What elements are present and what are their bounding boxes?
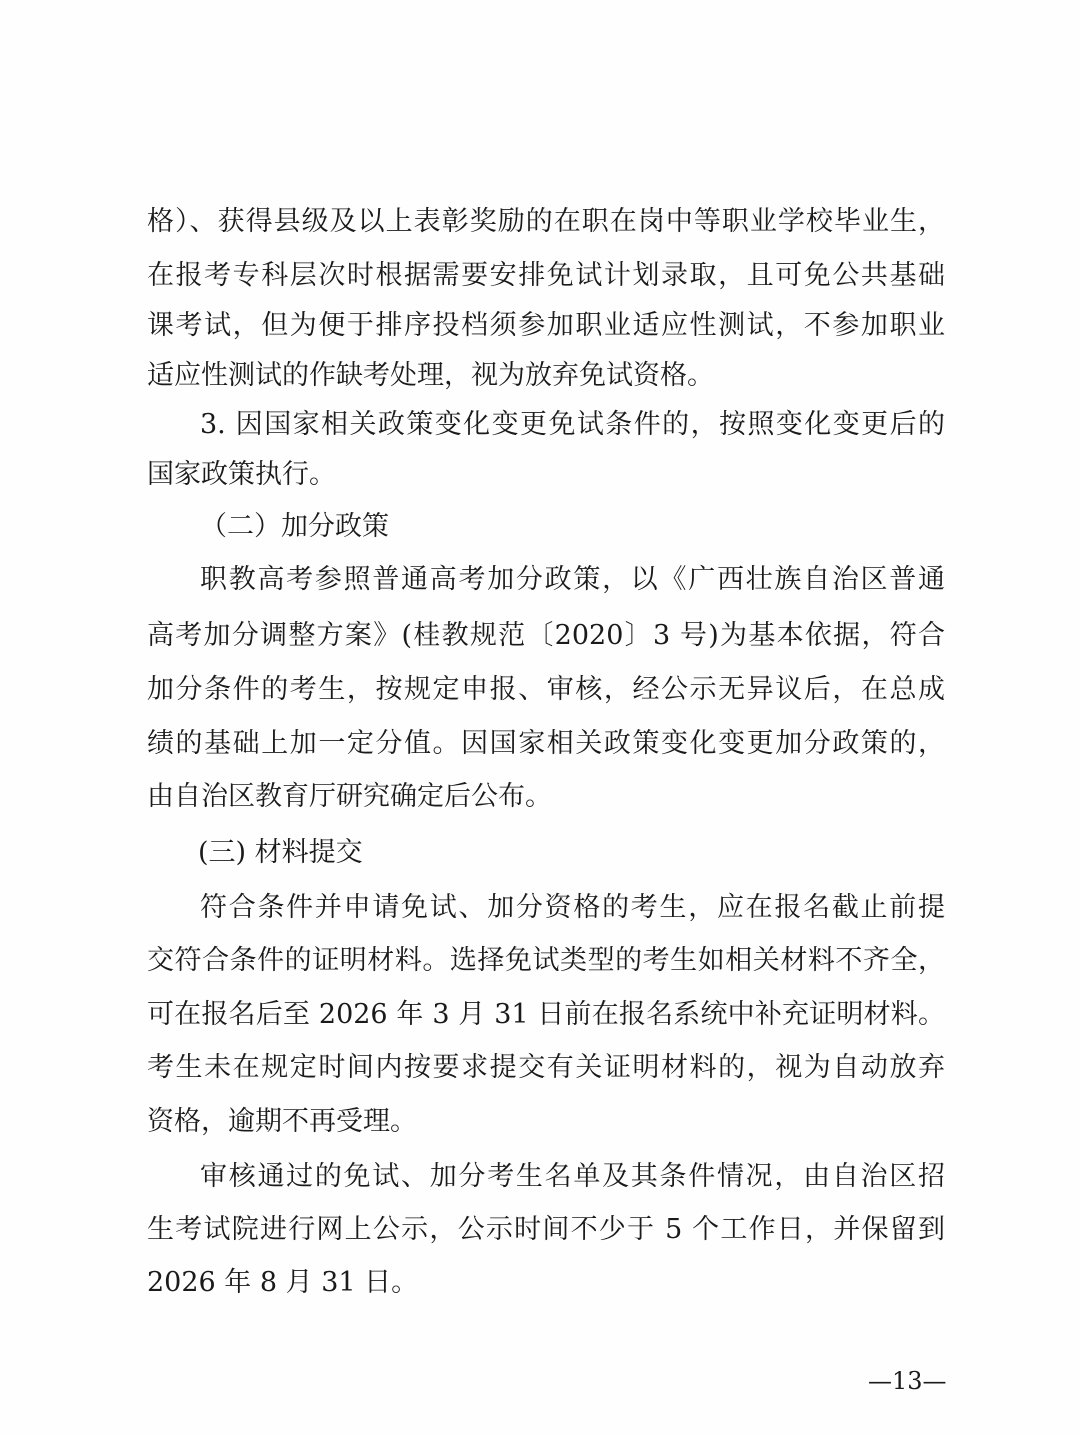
paragraph-line: 由自治区教育厅研究确定后公布。 bbox=[147, 781, 552, 812]
paragraph-line: 生考试院进行网上公示，公示时间不少于 5 个工作日，并保留到 bbox=[147, 1214, 945, 1245]
paragraph-line: 职教高考参照普通高考加分政策，以《广西壮族自治区普通 bbox=[200, 564, 945, 595]
paragraph-line: 3. 因国家相关政策变化变更免试条件的，按照变化变更后的 bbox=[200, 409, 945, 440]
paragraph-line: 考生未在规定时间内按要求提交有关证明材料的，视为自动放弃 bbox=[147, 1052, 945, 1083]
paragraph-line: 适应性测试的作缺考处理，视为放弃免试资格。 bbox=[147, 360, 714, 391]
paragraph-line: 资格，逾期不再受理。 bbox=[147, 1106, 417, 1137]
paragraph-line: 符合条件并申请免试、加分资格的考生，应在报名截止前提 bbox=[200, 892, 945, 923]
paragraph-line: 可在报名后至 2026 年 3 月 31 日前在报名系统中补充证明材料。 bbox=[147, 999, 945, 1030]
paragraph-line: 格）、获得县级及以上表彰奖励的在职在岗中等职业学校毕业生， bbox=[147, 206, 945, 237]
page-number: —13— bbox=[868, 1367, 947, 1395]
paragraph-line: 在报考专科层次时根据需要安排免试计划录取，且可免公共基础 bbox=[147, 260, 945, 291]
paragraph-line: 审核通过的免试、加分考生名单及其条件情况，由自治区招 bbox=[200, 1161, 945, 1192]
paragraph-line: 国家政策执行。 bbox=[147, 459, 336, 490]
paragraph-line: 高考加分调整方案》(桂教规范〔2020〕3 号)为基本依据，符合 bbox=[147, 620, 945, 651]
section-heading: （二）加分政策 bbox=[200, 511, 389, 542]
section-heading: (三) 材料提交 bbox=[198, 837, 363, 868]
paragraph-line: 2026 年 8 月 31 日。 bbox=[147, 1267, 419, 1298]
paragraph-line: 加分条件的考生，按规定申报、审核，经公示无异议后，在总成 bbox=[147, 674, 945, 705]
paragraph-line: 课考试，但为便于排序投档须参加职业适应性测试，不参加职业 bbox=[147, 310, 945, 341]
paragraph-line: 交符合条件的证明材料。选择免试类型的考生如相关材料不齐全， bbox=[147, 945, 945, 976]
paragraph-line: 绩的基础上加一定分值。因国家相关政策变化变更加分政策的， bbox=[147, 728, 945, 759]
